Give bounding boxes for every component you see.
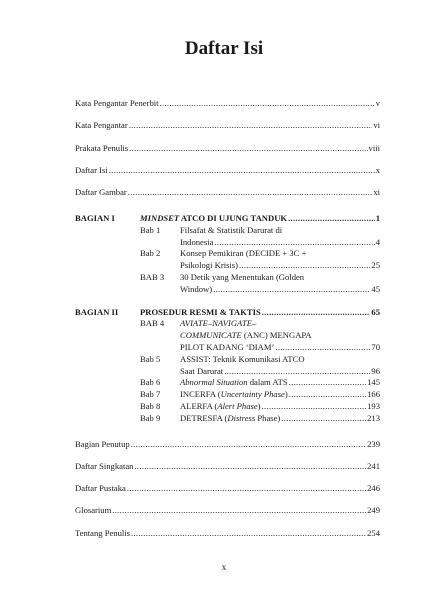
chapter-title-line: Psikologi Krisis) bbox=[180, 260, 239, 271]
dot-leader bbox=[109, 165, 375, 177]
toc-entry-label: Kata Pengantar Penerbit bbox=[75, 98, 159, 108]
part-title: ATCO DI UJUNG TANDUK bbox=[179, 212, 288, 223]
chapter-entry bbox=[140, 389, 380, 401]
page-title: Daftar Isi bbox=[184, 38, 264, 59]
part-title-italic: MINDSET bbox=[140, 212, 180, 223]
chapter-label: BAB 3 bbox=[140, 271, 165, 282]
part-title-row bbox=[140, 307, 380, 319]
dot-leader bbox=[129, 120, 373, 132]
chapter-body bbox=[180, 318, 380, 353]
chapter-title-text: ) bbox=[284, 389, 288, 400]
part-body bbox=[140, 307, 380, 425]
chapter-label: Bab 9 bbox=[140, 412, 161, 423]
chapter-title-row bbox=[180, 413, 380, 425]
dot-leader bbox=[288, 213, 375, 225]
chapter-page: 70 bbox=[371, 341, 380, 352]
part-page: 1 bbox=[375, 212, 380, 223]
part-page: 65 bbox=[371, 306, 380, 317]
chapter-entry bbox=[140, 248, 380, 272]
toc-entry-page: vi bbox=[373, 120, 380, 131]
part-label: BAGIAN I bbox=[75, 212, 115, 223]
chapter-title-line: Indonesia bbox=[180, 236, 214, 247]
toc-entry bbox=[75, 483, 380, 495]
chapter-entry bbox=[140, 272, 380, 296]
chapter-body bbox=[180, 401, 380, 413]
chapter-entry bbox=[140, 377, 380, 389]
chapter-title-italic: Distress bbox=[227, 412, 256, 423]
toc-entry-label: Glosarium bbox=[75, 505, 112, 516]
chapter-entry bbox=[140, 318, 380, 353]
chapter-page: 193 bbox=[367, 400, 380, 411]
chapter-title-line: AVIATE–NAVIGATE– bbox=[180, 318, 257, 329]
part-title: PROSEDUR RESMI & TAKTIS bbox=[140, 306, 261, 317]
toc-entry-label: Daftar Singkatan bbox=[75, 460, 134, 471]
toc-entry bbox=[75, 439, 380, 451]
chapter-page: 213 bbox=[367, 412, 380, 423]
chapter-label: Bab 1 bbox=[140, 224, 161, 235]
dot-leader bbox=[131, 439, 366, 451]
chapter-title-row bbox=[180, 342, 380, 354]
toc-entry-label: Daftar Isi bbox=[75, 164, 108, 175]
chapter-title-text: DETRESFA ( bbox=[180, 412, 228, 423]
chapter-title-text: INCERFA ( bbox=[180, 389, 221, 400]
toc-entry bbox=[75, 98, 380, 110]
chapter-title-line: Window) bbox=[180, 283, 213, 294]
chapter-title-line: ASSIST: Teknik Komunikasi ATCO bbox=[180, 353, 305, 364]
toc-entry-label: Daftar Pustaka bbox=[75, 483, 126, 494]
chapter-title-row bbox=[180, 260, 380, 272]
chapter-entry bbox=[140, 225, 380, 249]
toc-entry bbox=[75, 528, 380, 540]
dot-leader bbox=[214, 237, 374, 249]
chapter-body bbox=[180, 389, 380, 401]
toc-part-1 bbox=[75, 213, 380, 296]
chapter-page: 25 bbox=[371, 260, 380, 271]
dot-leader bbox=[160, 98, 375, 110]
chapter-body bbox=[180, 272, 380, 296]
dot-leader bbox=[262, 307, 371, 319]
dot-leader bbox=[289, 377, 366, 389]
chapter-title-line: PILOT KADANG ‘DIAM’ bbox=[180, 341, 275, 352]
chapter-body bbox=[180, 248, 380, 272]
chapter-page: 96 bbox=[371, 365, 380, 376]
chapter-title-italic: COMMUNICATE bbox=[180, 330, 242, 341]
chapter-title-italic: Abnormal Situation bbox=[180, 377, 248, 388]
toc-entry-page: x bbox=[375, 164, 380, 175]
toc-entry bbox=[75, 505, 380, 517]
dot-leader bbox=[289, 389, 366, 401]
chapter-label: Bab 7 bbox=[140, 389, 161, 400]
toc-entry-page: xi bbox=[373, 187, 380, 198]
toc-entry-page: 246 bbox=[367, 483, 380, 494]
toc-entry-label: Bagian Penutup bbox=[75, 438, 130, 449]
dot-leader bbox=[239, 260, 370, 272]
toc-entry bbox=[75, 187, 380, 199]
chapter-title-row bbox=[180, 237, 380, 249]
chapter-label: Bab 8 bbox=[140, 400, 161, 411]
chapter-body bbox=[180, 225, 380, 249]
chapter-title-row bbox=[180, 377, 380, 389]
dot-leader bbox=[224, 366, 370, 378]
chapter-body bbox=[180, 377, 380, 389]
chapter-title-text: ALERFA ( bbox=[180, 400, 218, 411]
dot-leader bbox=[131, 528, 366, 540]
toc-entry bbox=[75, 461, 380, 473]
toc-entry-page: 254 bbox=[367, 527, 380, 538]
toc-entry-page: 241 bbox=[367, 460, 380, 471]
chapter-title-text: ) bbox=[257, 400, 261, 411]
chapter-title-italic: Alert Phase bbox=[217, 400, 258, 411]
chapter-title-line bbox=[180, 330, 380, 342]
chapter-title-text: Phase) bbox=[255, 412, 281, 423]
dot-leader bbox=[275, 342, 370, 354]
toc-part-2 bbox=[75, 307, 380, 425]
chapter-label: Bab 6 bbox=[140, 377, 161, 388]
chapter-page: 45 bbox=[371, 283, 380, 294]
toc-entry-label: Tentang Penulis bbox=[75, 527, 131, 538]
toc-entry bbox=[75, 143, 380, 155]
chapter-body bbox=[180, 354, 380, 378]
chapter-title-row bbox=[180, 389, 380, 401]
chapter-title-line: Konsep Pemikiran (DECIDE + 3C + bbox=[180, 248, 307, 259]
dot-leader bbox=[127, 483, 366, 495]
part-title-row bbox=[140, 213, 380, 225]
chapter-entry bbox=[140, 413, 380, 425]
toc-entry-label: Prakata Penulis bbox=[75, 142, 129, 153]
dot-leader bbox=[281, 413, 366, 425]
chapter-title-line: 30 Detik yang Menentukan (Golden bbox=[180, 271, 305, 282]
chapter-title-line: Saat Darurat bbox=[180, 365, 224, 376]
dot-leader bbox=[262, 401, 367, 413]
dot-leader bbox=[129, 143, 367, 155]
chapter-entry bbox=[140, 401, 380, 413]
page-number: x bbox=[221, 562, 227, 572]
chapter-title-row bbox=[180, 366, 380, 378]
chapter-body bbox=[180, 413, 380, 425]
toc-entry-page: v bbox=[375, 98, 380, 108]
toc-entry-label: Daftar Gambar bbox=[75, 187, 127, 198]
chapter-page: 4 bbox=[375, 236, 380, 247]
toc-entry bbox=[75, 165, 380, 177]
chapter-title-text: dalam ATS bbox=[247, 377, 288, 388]
chapter-label: BAB 4 bbox=[140, 318, 165, 329]
toc-entry-page: 249 bbox=[367, 505, 380, 516]
chapter-page: 145 bbox=[367, 377, 380, 388]
part-label: BAGIAN II bbox=[75, 306, 119, 317]
dot-leader bbox=[134, 461, 366, 473]
chapter-title-line: Filsafat & Statistik Darurat di bbox=[180, 224, 283, 235]
toc-entry-page: 239 bbox=[367, 438, 380, 449]
chapter-title-row bbox=[180, 401, 380, 413]
toc-entry bbox=[75, 120, 380, 132]
dot-leader bbox=[128, 187, 373, 199]
chapter-entry bbox=[140, 354, 380, 378]
toc-entry-label: Kata Pengantar bbox=[75, 120, 128, 131]
chapter-label: Bab 2 bbox=[140, 248, 161, 259]
chapter-title-italic: Uncertainty Phase bbox=[220, 389, 285, 400]
toc-entry-page: viii bbox=[368, 142, 380, 153]
chapter-title-text: (ANC) MENGAPA bbox=[241, 330, 312, 341]
part-body bbox=[140, 213, 380, 296]
chapter-label: Bab 5 bbox=[140, 353, 161, 364]
table-of-contents bbox=[75, 98, 380, 550]
chapter-page: 166 bbox=[367, 389, 380, 400]
dot-leader bbox=[213, 284, 370, 296]
chapter-title-row bbox=[180, 284, 380, 296]
dot-leader bbox=[112, 505, 366, 517]
